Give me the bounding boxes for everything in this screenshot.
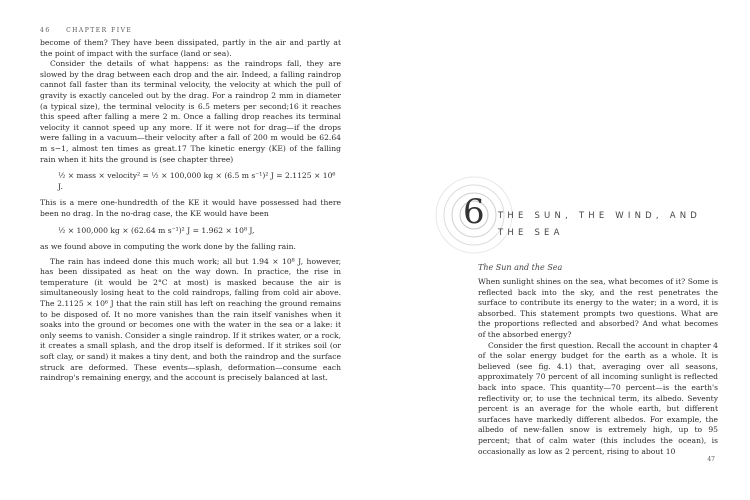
chapter-running-title: CHAPTER FIVE (66, 27, 133, 34)
paragraph: Consider the first question. Recall the account in chapter 4 of the solar energy budget for the earth as a whole. It is believed (see fig. 4.1) that, averaging over all seasons, approximately 70 percent of all incoming sunlight is reflected back into space. This quantity—70 percent—is the earth's reflectivity or, to use the technical term, its albedo. Seventy percent is an average for the whole earth, but different surfaces have markedly different albedos. For example, the albedo of new-fallen snow is extremely high, up to 95 percent; that of calm water (this includes the ocean), is occasionally as low as 2 percent, rising to about 10 (478, 340, 718, 456)
running-head (40, 27, 132, 34)
chapter-title: THE SUN, THE WIND, AND THE SEA (498, 211, 702, 238)
paragraph: as we found above in computing the work done by the falling rain. (40, 242, 296, 252)
page-number-left: 46 (40, 27, 51, 34)
page-number-right: 47 (707, 456, 715, 463)
right-body-text (478, 277, 718, 457)
paragraph: Consider the details of what happens: as the raindrops fall, they are slowed by the drag between each drop and the air. Indeed, a falling raindrop cannot fall faster than its terminal velocity, the velocity at which the pull of gravity is exactly canceled out by the drag. For a raindrop 2 mm in diameter (a typical size), the terminal velocity is 6.5 meters per second;16 it reaches this speed after falling a mere 2 m. Once a falling drop reaches its terminal velocity it cannot speed up any more. If it were not for drag—if the drops were falling in a vacuum—their velocity after a fall of 200 m would be 62.64 m s−1, almost ten times as great.17 The kinetic energy (KE) of the falling rain when it hits the ground is (see chapter three) (40, 59, 341, 164)
paragraph: become of them? They have been dissipated, partly in the air and partly at the point of impact with the surface (land or sea). (40, 38, 341, 58)
paragraph: This is a mere one-hundredth of the KE it would have possessed had there been no drag. In the no-drag case, the KE would have been (40, 198, 341, 218)
left-body-text (40, 38, 341, 384)
chapter-number: 6 (463, 192, 485, 232)
paragraph: The rain has indeed done this much work; all but 1.94 × 10⁸ J, however, has been dissipated as heat on the way down. In practice, the rise in temperature (it would be 2°C at most) is masked because the air is simultaneously losing heat to the cold raindrops, falling from cold air above. The 2.1125 × 10⁶ J that the rain still has left on reaching the ground remains to be disposed of. It no more vanishes than the rain itself vanishes when it soaks into the ground or becomes one with the water in the sea or a lake: it only seems to vanish. Consider a single raindrop. If it strikes water, or a rock, it creates a small splash, and the drop itself is deformed. If it strikes soil (or soft clay, or sand) it makes a tiny dent, and both the raindrop and the surface struck are deformed. These events—splash, deformation—consume each raindrop's remaining energy, and the account is precisely balanced at last. (40, 256, 341, 383)
equation: ½ × 100,000 kg × (62.64 m s⁻¹)² J = 1.962 × 10⁸ J, (58, 225, 255, 235)
section-title: The Sun and the Sea (478, 263, 563, 272)
equation: ½ × mass × velocity² = ½ × 100,000 kg × (6.5 m s⁻¹)² J = 2.1125 × 10⁶ J. (58, 171, 336, 191)
paragraph: When sunlight shines on the sea, what becomes of it? Some is reflected back into the sky, and the rest penetrates the surface to contribute its energy to the water; in a word, it is absorbed. This statement prompts two questions. What are the proportions reflected and absorbed? And what becomes of the absorbed energy? (478, 277, 718, 339)
right-page (375, 0, 750, 500)
